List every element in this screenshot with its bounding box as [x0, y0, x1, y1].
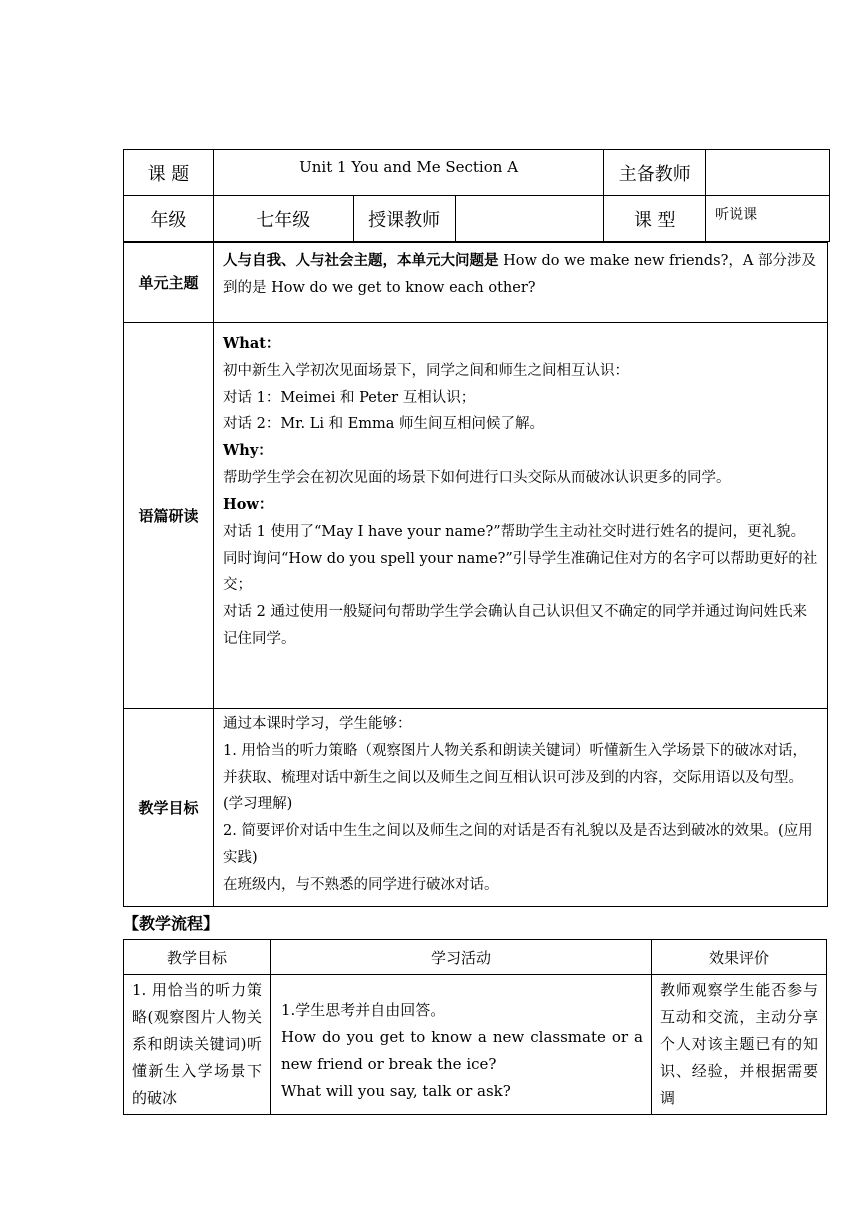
lead-teacher-label: 主备教师 [604, 150, 706, 196]
topic-value: Unit 1 You and Me Section A [213, 150, 603, 196]
how-line: 对话 2 通过使用一般疑问句帮助学生学会确认自己认识但又不确定的同学并通过询问姓氏来记住同学。 [223, 604, 807, 647]
type-label: 课 型 [604, 196, 706, 242]
activity-line: 1.学生思考并自由回答。 [281, 1001, 446, 1019]
activity-line: What will you say, talk or ask? [281, 1082, 511, 1100]
what-line: 对话 2：Mr. Li 和 Emma 师生间互相问候了解。 [223, 416, 545, 433]
flow-evaluation-cell: 教师观察学生能否参与 互动和交流，主动分享 个人对该主题已有的知 识、经验，并根据需要调 [652, 975, 827, 1115]
theme-text-bold: 人与自我、人与社会主题，本单元大问题是 [223, 253, 499, 269]
what-heading: What： [223, 335, 281, 352]
how-heading: How： [223, 495, 274, 513]
theme-text-rest: How do we make new friends?，A 部分涉及到的是 How do we get to know each other? [223, 253, 816, 296]
why-heading: Why： [223, 442, 273, 460]
grade-value: 七年级 [213, 196, 353, 242]
teacher-value [455, 196, 604, 242]
flow-section-title: 【教学流程】 [123, 914, 220, 933]
objective-line: 2. 简要评价对话中生生之间以及师生之间的对话是否有礼貌以及是否达到破冰的效果。(应用实践) [223, 823, 813, 867]
grade-label: 年级 [124, 196, 214, 242]
reading-text [214, 323, 828, 709]
flow-goal-cell: 1. 用恰当的听力策略(观察图片人物关系和朗读关键词)听懂新生入学场景下的破冰 [124, 975, 271, 1115]
topic-label: 课 题 [124, 150, 214, 196]
what-line: 初中新生入学初次见面场景下，同学之间和师生之间相互认识： [223, 362, 629, 379]
header-table [123, 149, 830, 242]
type-value: 听说课 [706, 196, 830, 242]
theme-text [214, 243, 828, 323]
objectives-text [214, 709, 828, 907]
flow-col-evaluation: 效果评价 [652, 940, 827, 975]
why-line: 帮助学生学会在初次见面的场景下如何进行口头交际从而破冰认识更多的同学。 [223, 470, 731, 487]
flow-table [123, 939, 827, 1115]
how-line: 对话 1 使用了“May I have your name?”帮助学生主动社交时进行姓名的提问，更礼貌。同时询问“How do you spell your name?”引导学生准确记住对方的名字可以帮助更好的社交； [223, 523, 818, 594]
flow-col-goal: 教学目标 [124, 940, 271, 975]
objective-line: 在班级内，与不熟悉的同学进行破冰对话。 [223, 876, 499, 893]
activity-line: How do you get to know a new classmate or a new friend or break the ice? [281, 1028, 643, 1073]
what-line: 对话 1：Meimei 和 Peter 互相认识； [223, 389, 476, 406]
objective-line: 1. 用恰当的听力策略（观察图片人物关系和朗读关键词）听懂新生入学场景下的破冰对话，并获取、梳理对话中新生之间以及师生之间互相认识可涉及到的内容，交际用语以及句型。(学习理解) [223, 742, 807, 813]
reading-label: 语篇研读 [124, 323, 214, 709]
flow-activity-cell [271, 975, 652, 1115]
theme-label: 单元主题 [124, 243, 214, 323]
content-table [123, 242, 828, 907]
lead-teacher-value [706, 150, 830, 196]
teacher-label: 授课教师 [353, 196, 455, 242]
objectives-label: 教学目标 [124, 709, 214, 907]
objective-line: 通过本课时学习，学生能够： [223, 716, 412, 732]
flow-col-activity: 学习活动 [271, 940, 652, 975]
